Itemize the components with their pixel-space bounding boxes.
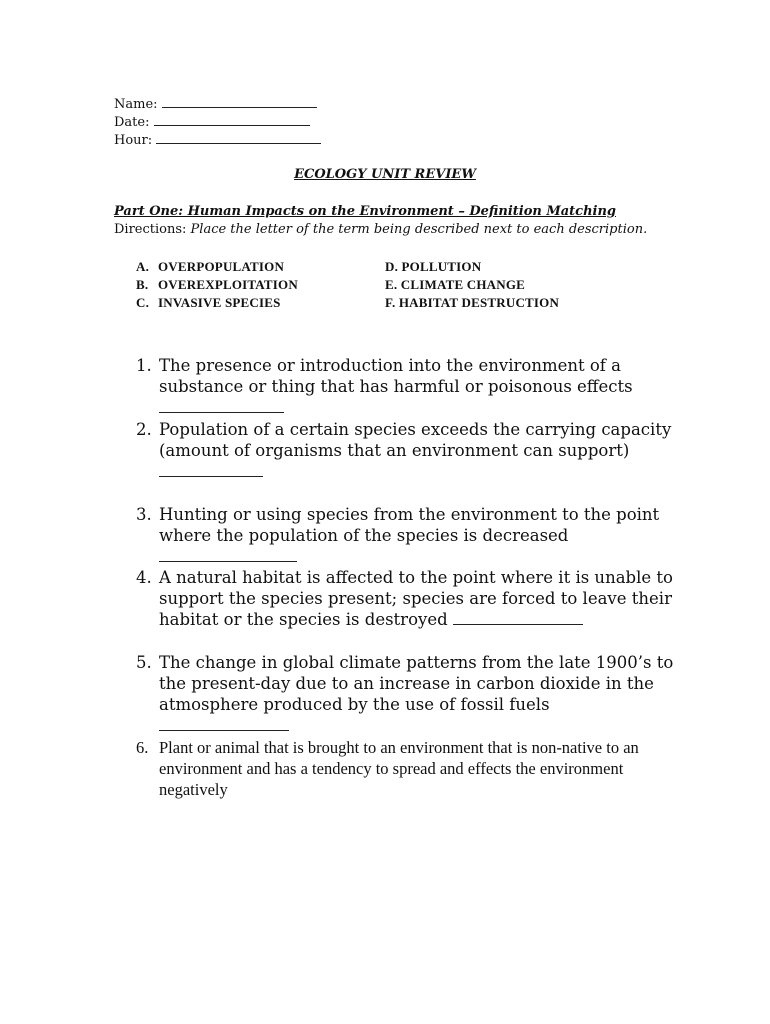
directions: [114, 222, 647, 237]
question-text: A natural habitat is affected to the point where it is unable to support the species present; species are forced to leave their habitat or the species is destroyed: [159, 568, 673, 629]
date-blank[interactable]: [154, 113, 310, 126]
term-letter: B.: [136, 277, 149, 292]
answer-blank[interactable]: [159, 462, 263, 477]
question-number: 3.: [136, 505, 152, 524]
part-one-heading: Part One: Human Impacts on the Environment – Definition Matching: [114, 204, 617, 219]
term-letter: A.: [136, 259, 150, 274]
term-label: POLLUTION: [401, 259, 482, 274]
question-number: 1.: [136, 356, 152, 375]
directions-text: Place the letter of the term being described next to each description.: [190, 222, 648, 237]
hour-label: Hour:: [114, 133, 153, 148]
question-number: 2.: [136, 420, 152, 439]
term-letter: F.: [385, 295, 396, 310]
question-item: [136, 652, 676, 736]
term-item: [136, 277, 298, 293]
term-letter: E.: [385, 277, 398, 292]
question-number: 6.: [136, 738, 149, 757]
term-label: INVASIVE SPECIES: [158, 295, 281, 310]
answer-blank[interactable]: [453, 610, 583, 625]
term-label: OVERPOPULATION: [158, 259, 285, 274]
name-blank[interactable]: [162, 95, 317, 108]
term-item: [385, 277, 525, 293]
date-field: [114, 113, 310, 131]
term-letter: C.: [136, 295, 150, 310]
page-title: ECOLOGY UNIT REVIEW: [294, 167, 476, 182]
question-item: [136, 419, 676, 482]
term-label: HABITAT DESTRUCTION: [398, 295, 560, 310]
question-item: [136, 567, 676, 630]
term-label: OVEREXPLOITATION: [158, 277, 298, 292]
directions-label: Directions:: [114, 222, 187, 237]
hour-field: [114, 131, 321, 149]
answer-blank[interactable]: [159, 398, 284, 413]
term-item: [385, 295, 559, 311]
answer-blank[interactable]: [159, 716, 289, 731]
question-text: Plant or animal that is brought to an environment that is non-native to an environment and has a tendency to spread and effects the environment negatively: [159, 738, 639, 799]
question-item: [136, 355, 676, 418]
question-number: 4.: [136, 568, 152, 587]
term-item: [136, 259, 284, 275]
question-text: Population of a certain species exceeds the carrying capacity (amount of organisms that an environment can support): [159, 420, 672, 460]
answer-blank[interactable]: [159, 547, 297, 562]
hour-blank[interactable]: [156, 131, 321, 144]
term-letter: D.: [385, 259, 399, 274]
name-field: [114, 95, 317, 113]
question-number: 5.: [136, 653, 152, 672]
term-item: [385, 259, 481, 275]
question-text: The presence or introduction into the environment of a substance or thing that has harmful or poisonous effects: [159, 356, 633, 396]
question-text: Hunting or using species from the environment to the point where the population of the species is decreased: [159, 505, 660, 545]
question-text: The change in global climate patterns from the late 1900’s to the present-day due to an increase in carbon dioxide in the atmosphere produced by the use of fossil fuels: [159, 653, 674, 714]
question-item: [136, 504, 676, 567]
question-item: [136, 737, 676, 800]
date-label: Date:: [114, 115, 150, 130]
term-label: CLIMATE CHANGE: [400, 277, 526, 292]
name-label: Name:: [114, 97, 158, 112]
term-item: [136, 295, 281, 311]
